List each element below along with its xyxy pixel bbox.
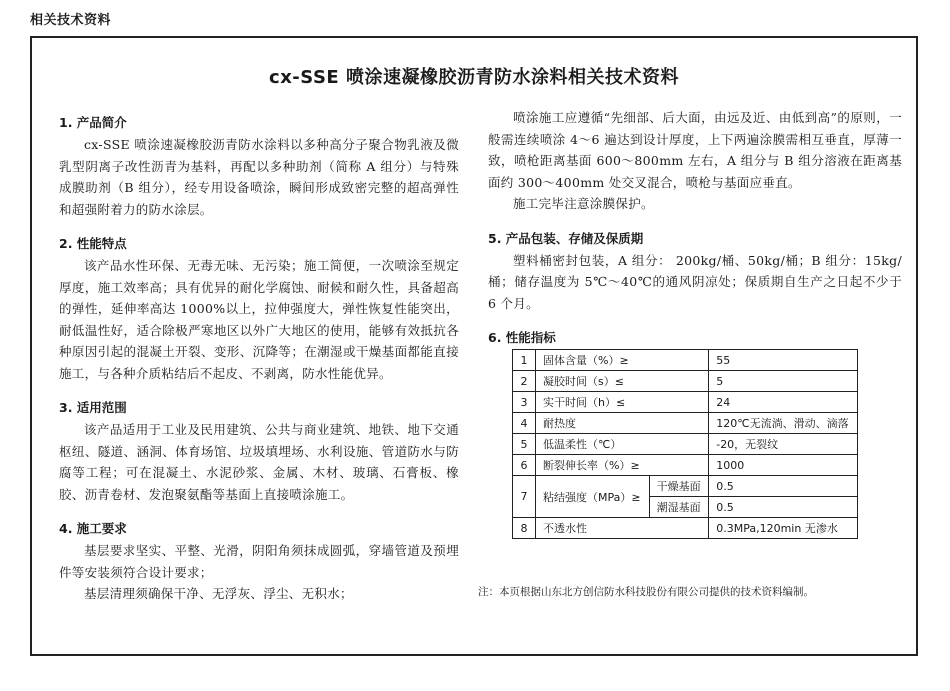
row-number: 2 [513, 371, 536, 392]
specs-table [512, 349, 858, 539]
row-value: 120℃无流淌、滑动、滴落 [709, 413, 858, 434]
table-row [513, 434, 858, 455]
section-scope-body: 该产品适用于工业及民用建筑、公共与商业建筑、地铁、地下交通枢纽、隧道、涵洞、体育场馆、垃圾填埋场、水利设施、管道防水与防腐等工程；可在混凝土、水泥砂浆、金属、木材、玻璃、石膏板、橡胶、沥青卷材、发泡聚氨酯等基面上直接喷涂施工。 [59, 422, 459, 502]
construction-paragraph-1: 基层要求坚实、平整、光滑，阴阳角须抹成圆弧，穿墙管道及预埋件等安装须符合设计要求； [59, 543, 459, 580]
row-value: 0.5 [709, 497, 858, 518]
row-value: 55 [709, 350, 858, 371]
row-number: 6 [513, 455, 536, 476]
row-number: 5 [513, 434, 536, 455]
row-number: 7 [513, 476, 536, 518]
right-column [488, 107, 902, 539]
table-row [513, 392, 858, 413]
page-header-label: 相关技术资料 [30, 13, 112, 28]
table-row [513, 455, 858, 476]
row-number: 1 [513, 350, 536, 371]
row-value: 0.3MPa,120min 无渗水 [709, 518, 858, 539]
document-frame [30, 36, 918, 656]
section-packaging-title: 5. 产品包装、存储及保质期 [488, 230, 644, 246]
section-features-title: 2. 性能特点 [59, 236, 127, 251]
section-intro-title: 1. 产品简介 [59, 115, 127, 130]
table-row [513, 413, 858, 434]
row-value: 24 [709, 392, 858, 413]
document-title: cx-SSE 喷涂速凝橡胶沥青防水涂料相关技术资料 [269, 67, 679, 88]
row-item: 固体含量（%）≥ [536, 350, 709, 371]
section-scope-title: 3. 适用范围 [59, 400, 127, 415]
row-item: 耐热度 [536, 413, 709, 434]
construction-paragraph-4: 施工完毕注意涂膜保护。 [513, 196, 654, 211]
row-item: 实干时间（h）≤ [536, 392, 709, 413]
row-item: 断裂伸长率（%）≥ [536, 455, 709, 476]
section-specs-title: 6. 性能指标 [488, 330, 556, 345]
section-packaging-body: 塑料桶密封包装，A 组分： 200kg/桶、50kg/桶；B 组分：15kg/桶；储存温度为 5℃～40℃的通风阴凉处；保质期自生产之日起不少于 6 个月。 [488, 252, 902, 311]
section-features-body: 该产品水性环保、无毒无味、无污染；施工简便，一次喷涂至规定厚度，施工效率高；具有优异的耐化学腐蚀、耐候和耐久性，具备超高的弹性，延伸率高达 1000%以上，拉伸强度大，弹性恢复性能突出，耐低温性好，适合除极严寒地区以外广大地区的使用，能够有效抵抗各种原因引起的混凝土开裂、变形、沉降等；在潮湿或干燥基面都能直接施工，与各种介质粘结后不起皮、不剥离，防水性能优异。 [59, 258, 459, 381]
section-construction-title: 4. 施工要求 [59, 521, 127, 536]
row-item: 凝胶时间（s）≤ [536, 371, 709, 392]
row-value: 0.5 [709, 476, 858, 497]
row-item: 不透水性 [536, 518, 709, 539]
row-number: 3 [513, 392, 536, 413]
row-number: 8 [513, 518, 536, 539]
left-column [59, 113, 459, 605]
construction-paragraph-3: 喷涂施工应遵循“先细部、后大面，由远及近、由低到高”的原则，一般需连续喷涂 4～6 遍达到设计厚度，上下两遍涂膜需相互垂直，厚薄一致，喷枪距离基面 600～800mm 左右，A 组分与 B 组分溶液在距离基面约 300～400mm 处交叉混合，喷枪与基面应垂直。 [488, 110, 902, 190]
table-row [513, 371, 858, 392]
row-value: 1000 [709, 455, 858, 476]
row-subitem: 潮湿基面 [649, 497, 709, 518]
row-item: 低温柔性（℃） [536, 434, 709, 455]
table-row [513, 476, 858, 497]
footnote: 注：本页根据山东北方创信防水科技股份有限公司提供的技术资料编制。 [478, 586, 814, 598]
construction-paragraph-2: 基层清理须确保干净、无浮灰、浮尘、无积水； [84, 586, 353, 601]
row-value: 5 [709, 371, 858, 392]
section-intro-body: cx-SSE 喷涂速凝橡胶沥青防水涂料以多种高分子聚合物乳液及微乳型阴离子改性沥青为基料，再配以多种助剂（简称 A 组分）与特殊成膜助剂（B 组分），经专用设备喷涂，瞬间形成致密完整的超高弹性和超强附着力的防水涂层。 [59, 137, 459, 217]
row-number: 4 [513, 413, 536, 434]
row-item: 粘结强度（MPa）≥ [536, 476, 650, 518]
table-row [513, 518, 858, 539]
row-value: -20，无裂纹 [709, 434, 858, 455]
table-row [513, 350, 858, 371]
row-subitem: 干燥基面 [649, 476, 709, 497]
